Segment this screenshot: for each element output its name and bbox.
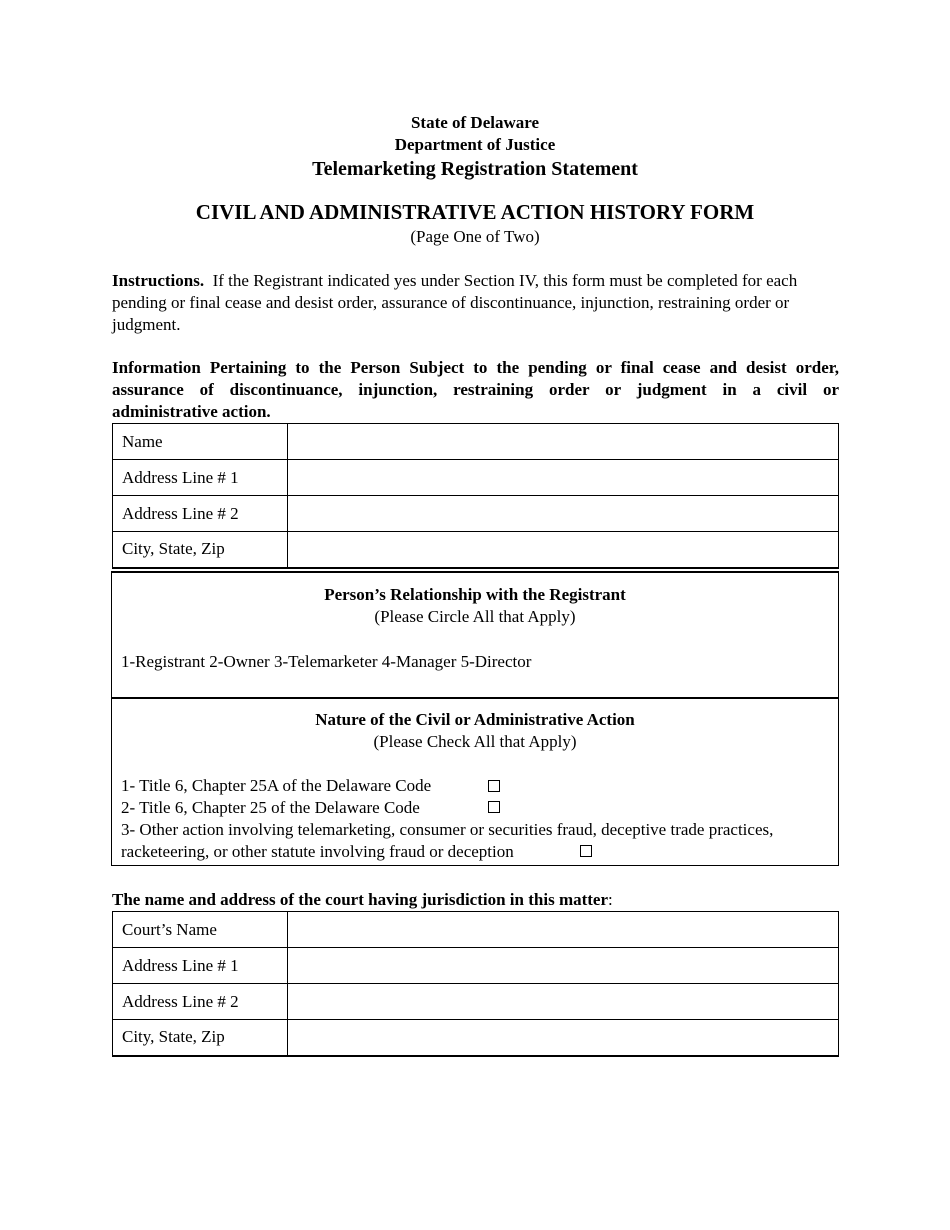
nature-subtitle: (Please Check All that Apply) [373, 732, 577, 751]
person-info-table [112, 423, 839, 569]
court-info-table [112, 911, 839, 1057]
instructions [112, 270, 839, 336]
court-section-heading [112, 889, 839, 911]
nature-option-1 [121, 775, 431, 797]
court-heading-text: The name and address of the court having jurisdiction in this matter [112, 890, 609, 909]
instructions-text: If the Registrant indicated yes under Section IV, this form must be completed for each pending or final cease and desist order, assurance of discontinuance, injunction, restraining order or judgment. [112, 271, 798, 334]
relationship-options[interactable]: 1-Registrant 2-Owner 3-Telemarketer 4-Manager 5-Director [121, 652, 532, 671]
court-address-line-2-field[interactable] [287, 984, 838, 1020]
court-heading-colon: : [608, 890, 613, 909]
person-heading-line-1: Information Pertaining to the Person Subject to the pending or final cease and desist order, [112, 358, 839, 377]
court-name-field[interactable] [287, 912, 838, 948]
city-state-zip-label: City, State, Zip [113, 532, 288, 568]
page-note: (Page One of Two) [410, 227, 540, 246]
table-row [113, 496, 839, 532]
address-line-1-field[interactable] [287, 460, 838, 496]
court-city-state-zip-field[interactable] [287, 1020, 838, 1056]
nature-box [111, 697, 839, 866]
relationship-title: Person’s Relationship with the Registrant [324, 585, 626, 604]
nature-title: Nature of the Civil or Administrative Action [315, 710, 635, 729]
court-address-line-1-label: Address Line # 1 [113, 948, 288, 984]
relationship-subtitle: (Please Circle All that Apply) [374, 607, 576, 626]
person-heading-line-2: assurance of discontinuance, injunction, restraining order or judgment in a civil or [112, 380, 839, 399]
court-name-label: Court’s Name [113, 912, 288, 948]
court-address-line-2-label: Address Line # 2 [113, 984, 288, 1020]
option-2-label: 2- Title 6, Chapter 25 of the Delaware Code [121, 798, 420, 817]
nature-option-2 [121, 797, 420, 819]
statement-title: Telemarketing Registration Statement [312, 158, 638, 180]
option-3-checkbox[interactable] [580, 845, 592, 857]
option-1-label: 1- Title 6, Chapter 25A of the Delaware Code [121, 776, 432, 795]
table-row [113, 948, 839, 984]
court-address-line-1-field[interactable] [287, 948, 838, 984]
name-label: Name [113, 424, 288, 460]
nature-option-3-line-1: 3- Other action involving telemarketing, consumer or securities fraud, deceptive trade practices, [121, 820, 774, 839]
form-title: CIVIL AND ADMINISTRATIVE ACTION HISTORY FORM [195, 200, 755, 224]
option-2-checkbox[interactable] [488, 801, 500, 813]
table-row [113, 1020, 839, 1056]
address-line-2-field[interactable] [287, 496, 838, 532]
table-row [113, 984, 839, 1020]
option-1-checkbox[interactable] [488, 780, 500, 792]
table-row [113, 460, 839, 496]
relationship-box [111, 571, 839, 698]
state-name: State of Delaware [410, 113, 540, 132]
court-city-state-zip-label: City, State, Zip [113, 1020, 288, 1056]
address-line-1-label: Address Line # 1 [113, 460, 288, 496]
address-line-2-label: Address Line # 2 [113, 496, 288, 532]
name-field[interactable] [287, 424, 838, 460]
city-state-zip-field[interactable] [287, 532, 838, 568]
person-heading-line-3: administrative action. [112, 402, 271, 421]
instructions-label: Instructions. [112, 271, 205, 290]
nature-option-3-line-2: racketeering, or other statute involving fraud or deception [121, 842, 514, 861]
table-row [113, 424, 839, 460]
table-row [113, 912, 839, 948]
person-section-heading [112, 357, 839, 423]
table-row [113, 532, 839, 568]
department-name: Department of Justice [394, 135, 556, 154]
